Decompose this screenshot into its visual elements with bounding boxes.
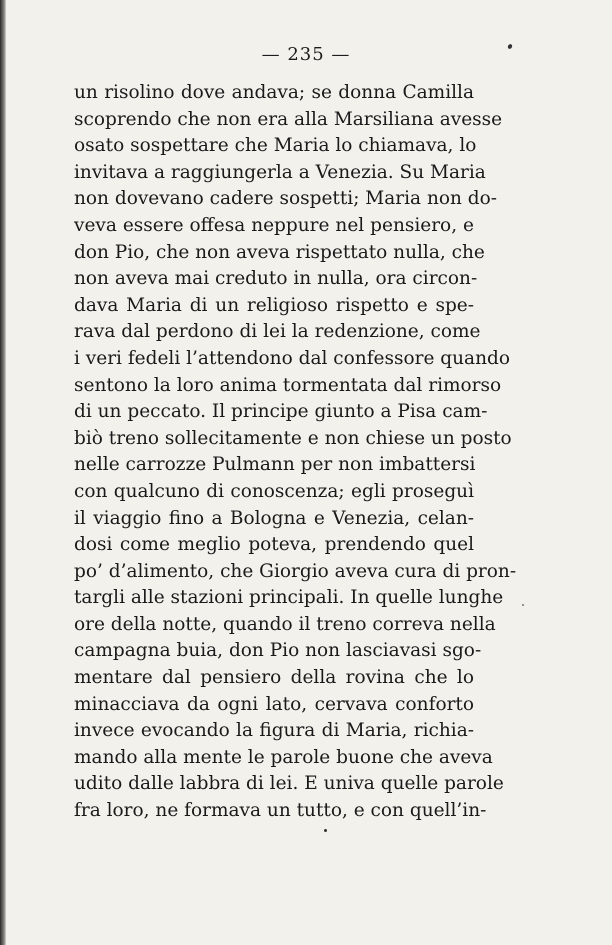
text-line: di un peccato. Il principe giunto a Pisa cam- xyxy=(74,401,488,423)
text-line: i veri fedeli l’attendono dal confessore quando xyxy=(74,347,510,369)
text-line: campagna buia, don Pio non lasciavasi sgo- xyxy=(74,640,482,662)
page-number: — 235 — xyxy=(261,44,351,65)
text-line: invitava a raggiungerla a Venezia. Su Maria xyxy=(74,161,486,183)
text-line: osato sospettare che Maria lo chiamava, lo xyxy=(74,135,477,157)
text-line: un risolino dove andava; se donna Camilla xyxy=(74,82,474,103)
text-line: non aveva mai creduto in nulla, ora circon- xyxy=(74,268,478,290)
ink-speck xyxy=(522,604,524,606)
text-line: po’ d’alimento, che Giorgio aveva cura di pron- xyxy=(74,560,517,582)
text-line: minacciava da ogni lato, cervava conforto xyxy=(74,693,474,715)
text-line: udito dalle labbra di lei. E univa quelle parole xyxy=(74,773,504,795)
text-line: rava dal perdono di lei la redenzione, come xyxy=(74,321,481,343)
text-line: sentono la loro anima tormentata dal rimorso xyxy=(74,374,502,396)
text-line: dava Maria di un religioso rispetto e spe- xyxy=(74,294,474,316)
text-line: fra loro, ne formava un tutto, e con quell’in- xyxy=(74,800,487,822)
text-line: ore della notte, quando il treno correva nella xyxy=(74,613,496,635)
text-line: don Pio, che non aveva rispettato nulla, che xyxy=(74,241,485,263)
text-line: mando alla mente le parole buone che aveva xyxy=(74,746,493,768)
text-line: scoprendo che non era alla Marsiliana avesse xyxy=(74,108,503,130)
text-line: veva essere offesa neppure nel pensiero, e xyxy=(74,214,474,236)
text-line: dosi come meglio poteva, prendendo quel xyxy=(74,534,474,556)
text-line: non dovevano cadere sospetti; Maria non do- xyxy=(74,188,498,210)
ink-speck xyxy=(324,829,327,832)
text-line: targli alle stazioni principali. In quelle lunghe xyxy=(74,587,504,609)
text-line: invece evocando la figura di Maria, richia- xyxy=(74,720,474,742)
text-line: il viaggio fino a Bologna e Venezia, celan- xyxy=(74,507,474,529)
text-line: con qualcuno di conoscenza; egli proseguì xyxy=(74,480,474,502)
text-line: biò treno sollecitamente e non chiese un posto xyxy=(74,427,512,449)
text-line: nelle carrozze Pulmann per non imbattersi xyxy=(74,454,476,476)
body-text xyxy=(74,80,517,825)
page-spine-edge xyxy=(0,0,6,945)
text-line: mentare dal pensiero della rovina che lo xyxy=(74,667,474,689)
